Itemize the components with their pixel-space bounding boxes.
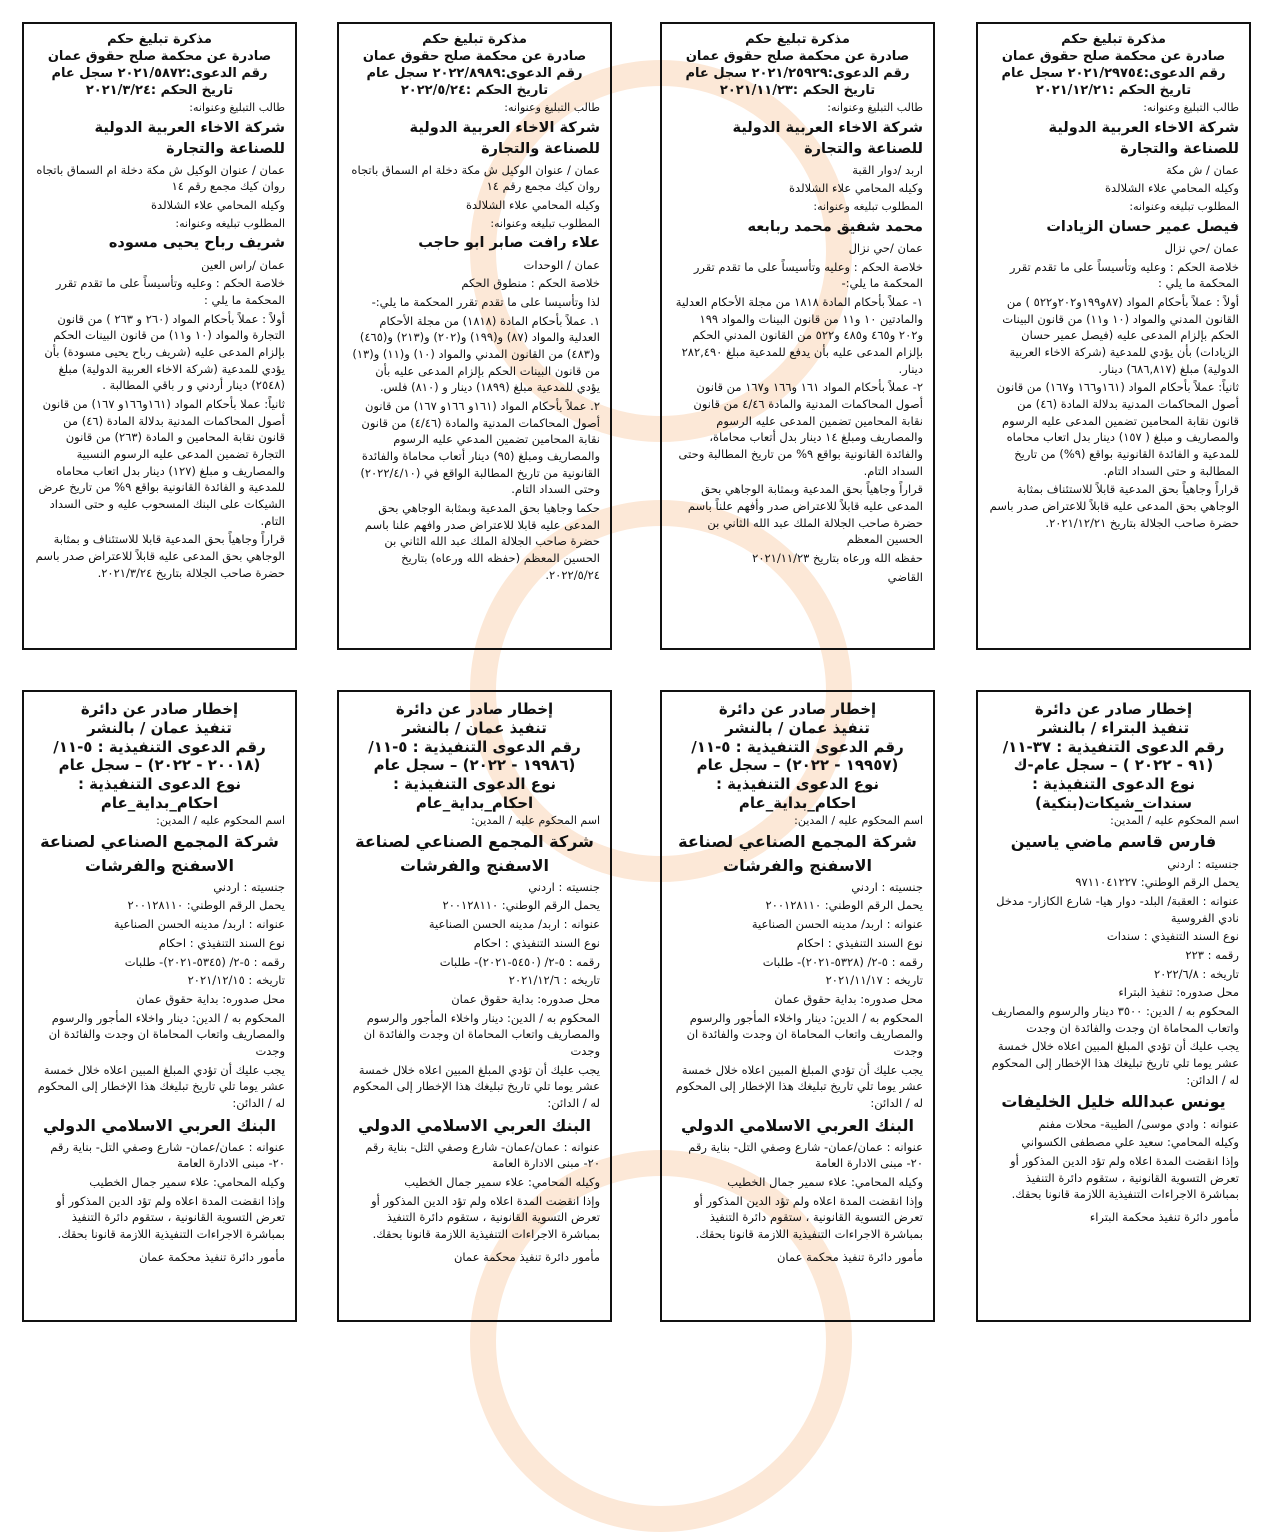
notice-line: وكيله المحامي: سعيد علي مصطفى الكسواني [1021, 1135, 1239, 1150]
header-line: صادرة عن محكمة صلح حقوق عمان [685, 48, 910, 64]
header-line: نوع الدعوى التنفيذية : [715, 775, 880, 793]
notified-name: علاء رافت صابر ابو حاجب [418, 235, 600, 252]
requester-address: عمان / ش مكة [1165, 162, 1239, 177]
execution-notice [22, 690, 297, 1322]
header-line: مذكرة تبليغ حكم [745, 32, 850, 47]
header-line: رقم الدعوى التنفيذية : ٥-١١/ (١٩٩٥٧ - ٢٠٢٢) – سجل عام [691, 737, 904, 775]
creditor-name: البنك العربي الاسلامي الدولي [357, 1115, 592, 1135]
debtor-label: اسم المحكوم عليه / المدين: [1110, 813, 1239, 827]
header-line: نوع الدعوى التنفيذية : [392, 775, 557, 793]
debtor-label: اسم المحكوم عليه / المدين: [794, 813, 923, 827]
lawyer: وكيله المحامي علاء الشلالدة [466, 197, 600, 212]
notice-header [349, 32, 600, 100]
header-line: رقم الدعوى التنفيذية : ٥-١١/ (٢٠٠١٨ - ٢٠٢٢) – سجل عام [53, 737, 266, 775]
requester-address: اربد /دوار القبة [852, 162, 923, 177]
judgment-paragraph: ٢. عملاً بأحكام المواد (١٦١و ١٦٦و ١٦٧) من قانون أصول المحاكمات المدنية والمادة (٤/٤٦) من قانون نقابة المحامين تضمين المدعي عليه الرسوم والمصاريف ومبلغ (٩٥) دينار أتعاب محاماة والفائدة القانونية من تاريخ المطالبة الواقع في (٢٠٢٢/٤/١٠) وحتى السداد التام. [360, 398, 600, 497]
header-line: رقم الدعوى:٢٠٢٢/٨٩٨٩ سجل عام [366, 65, 583, 81]
notice-header [988, 32, 1239, 100]
notice-line: رقمه : ٥-٢/ (٥٣٢٨-٢٠٢١)- طلبات [762, 954, 923, 969]
notice-line: محل صدوره: بداية حقوق عمان [451, 991, 600, 1006]
notice-header [672, 700, 923, 813]
judgment-paragraph: خلاصة الحكم : وعليه وتأسيساً على ما تقدم تقرر المحكمة ما يلي : [55, 276, 285, 307]
notice-line: رقمه : ٥-٢/ (٥٤٥٠-٢٠٢١)- طلبات [439, 954, 600, 969]
notified-address: عمان /حي نزال [848, 240, 923, 255]
judgment-paragraph: ١. عملاً بأحكام المادة (١٨١٨) من مجلة الأحكام العدلية والمواد (٨٧) و(١٩٩) و(٢٠٢) و(٢١٣) و(٤٦٥) و(٤٨٣) من القانون المدني والمواد (١٠) و(١١) و(١٣) من قانون البينات الحكم بإلزام المدعى عليه بأن يؤدي للمدعية مبلغ (١٨٩٩) دينار و (٨١٠) فلس. [352, 313, 600, 395]
notice-line: تاريخه : ٢٠٢١/١٢/٦ [508, 973, 600, 988]
notice-line: عنوانه : عمان/عمان- شارع وصفي التل- بناية رقم ٢٠- مبنى الادارة العامة [50, 1139, 285, 1171]
judgment-paragraph: ثانياً: عملاً بأحكام المواد (١٦١و١٦٦ و١٦٧) من قانون أصول المحاكمات المدنية بدلالة المادة (٤٦) من قانون نقابة المحامين تضمين المدعى عليه الرسوم والمصاريف و مبلغ ( ١٥٧) دينار بدل اتعاب محاماه للمدعية و الفائدة القانونية بواقع (٩%) من تاريخ المطالبة و حتى السداد التام. [996, 380, 1239, 478]
header-line: احكام_بداية_عام [738, 793, 857, 812]
requester-label: طالب التبليغ وعنوانه: [827, 100, 923, 114]
lawyer: وكيله المحامي علاء الشلالدة [789, 181, 923, 196]
notified-label: المطلوب تبليغه وعنوانه: [813, 199, 923, 213]
header-line: رقم الدعوى التنفيذية : ٣٧-١١/ (٩١ - ٢٠٢٢ ) – سجل عام-ك [1002, 737, 1225, 775]
execution-notice [976, 690, 1251, 1322]
lawyer: وكيله المحامي علاء الشلالدة [151, 197, 285, 212]
signature-line: القاضي [887, 569, 923, 584]
header-line: نوع الدعوى التنفيذية : [77, 775, 242, 793]
notice-line: وكيله المحامي: علاء سمير جمال الخطيب [727, 1175, 923, 1190]
header-line: تاريخ الحكم :٢٠٢١/٣/٢٤ [85, 82, 234, 98]
notice-line: نوع السند التنفيذي : احكام [473, 935, 600, 950]
notice-line: يحمل الرقم الوطني: ٩٧١١٠٤١٢٢٧ [1075, 875, 1239, 890]
notice-line: عنوانه : اربد/ مدينه الحسن الصناعية [428, 917, 600, 932]
notice-line: وإذا انقضت المدة اعلاه ولم تؤد الدين المذكور أو تعرض التسوية القانونية ، ستقوم دائرة التنفيذ بمباشرة الاجراءات التنفيذية اللازمة قانونا بحقك. [694, 1193, 923, 1242]
notified-label: المطلوب تبليغه وعنوانه: [490, 216, 600, 230]
lawyer: وكيله المحامي علاء الشلالدة [1105, 181, 1239, 196]
notice-line: نوع السند التنفيذي : سندات [1106, 929, 1239, 944]
notice-line: يجب عليك أن تؤدي المبلغ المبين اعلاه خلال خمسة عشر يوما تلي تاريخ تبليغك هذا الإخطار إلى المحكوم له / الدائن: [37, 1062, 285, 1110]
notice-header [34, 32, 285, 100]
notice-line: عنوانه : اربد/ مدينه الحسن الصناعية [751, 917, 923, 932]
debtor-name: شركة المجمع الصناعي لصناعة الاسفنج والفرشات [355, 832, 594, 875]
notice-line: وإذا انقضت المدة اعلاه ولم تؤد الدين المذكور أو تعرض التسوية القانونية ، ستقوم دائرة التنفيذ بمباشرة الاجراءات التنفيذية اللازمة قانونا بحقك. [56, 1193, 285, 1242]
header-line: نوع الدعوى التنفيذية : [1031, 775, 1196, 793]
notice-header [672, 32, 923, 100]
notice-line: محل صدوره: بداية حقوق عمان [136, 991, 285, 1006]
header-line: مذكرة تبليغ حكم [422, 32, 527, 47]
notice-line: عنوانه : عمان/عمان- شارع وصفي التل- بناية رقم ٢٠- مبنى الادارة العامة [365, 1139, 600, 1171]
header-line: إخطار صادر عن دائرة [1034, 700, 1193, 718]
notice-line: يجب عليك أن تؤدي المبلغ المبين اعلاه خلال خمسة عشر يوما تلي تاريخ تبليغك هذا الإخطار إلى المحكوم له / الدائن: [675, 1062, 923, 1110]
notified-name: فيصل عمير حسان الزيادات [1046, 218, 1239, 235]
header-line: إخطار صادر عن دائرة [395, 700, 554, 718]
judgment-paragraph: لذا وتأسيسا على ما تقدم تقرر المحكمة ما يلي:- [371, 294, 600, 309]
notified-address: عمان / الوحدات [523, 257, 600, 272]
notice-line: يجب عليك أن تؤدي المبلغ المبين اعلاه خلال خمسة عشر يوما تلي تاريخ تبليغك هذا الإخطار إلى المحكوم له / الدائن: [991, 1039, 1239, 1087]
notice-line: يجب عليك أن تؤدي المبلغ المبين اعلاه خلال خمسة عشر يوما تلي تاريخ تبليغك هذا الإخطار إلى المحكوم له / الدائن: [352, 1062, 600, 1110]
header-line: رقم الدعوى:٢٠٢١/٢٥٩٢٩ سجل عام [685, 65, 910, 81]
execution-notice [337, 690, 612, 1322]
requester-name: شركة الاخاء العربية الدولية للصناعة والتجارة [409, 119, 600, 157]
debtor-label: اسم المحكوم عليه / المدين: [471, 813, 600, 827]
notice-line: المحكوم به / الدين: دينار واخلاء المأجور والرسوم والمصاريف واتعاب المحاماة ان وجدت والفائدة ان وجدت [363, 1010, 600, 1058]
header-line: صادرة عن محكمة صلح حقوق عمان [47, 48, 272, 64]
judgment-notice [22, 22, 297, 650]
debtor-label: اسم المحكوم عليه / المدين: [156, 813, 285, 827]
debtor-name: فارس قاسم ماضي ياسين [1010, 832, 1217, 852]
judgment-paragraph: أولاً : عملاً بأحكام المواد (٢٦٠ و ٢٦٣ ) من قانون التجارة والمواد (١٠ و١١) من قانون البينات الحكم بإلزام المدعى عليه (شريف رباح يحيى مسودة) بأن يؤدي للمدعية (شركة الاخاء العربية الدولية) مبلغ (٢٥٤٨) دينار أردني و ر باقي المطالبة . [44, 311, 285, 393]
signature-line: حفظه الله ورعاه بتاريخ ٢٠٢١/١١/٢٣ [752, 550, 923, 565]
requester-label: طالب التبليغ وعنوانه: [189, 100, 285, 114]
creditor-name: البنك العربي الاسلامي الدولي [680, 1115, 915, 1135]
notice-line: جنسيته : اردني [528, 879, 600, 894]
notified-address: عمان /حي نزال [1164, 240, 1239, 255]
judgment-paragraph: حكما وجاهيا بحق المدعية وبمثابة الوجاهي بحق المدعى عليه قابلا للاعتراض صدر وافهم علنا باسم حضرة صاحب الجلالة الملك عبد الله الثاني بن الحسين المعظم (حفظه الله ورعاه) بتاريخ ٢٠٢٢/٥/٢٤. [364, 500, 600, 582]
requester-name: شركة الاخاء العربية الدولية للصناعة والتجارة [1048, 119, 1239, 157]
notified-name: محمد شفيق محمد ربابعه [747, 218, 923, 235]
notice-line: وإذا انقضت المدة اعلاه ولم تؤد الدين المذكور أو تعرض التسوية القانونية ، ستقوم دائرة التنفيذ بمباشرة الاجراءات التنفيذية اللازمة قانونا بحقك. [371, 1193, 600, 1242]
header-line: تنفيذ عمان / بالنشر [725, 718, 870, 737]
header-line: رقم الدعوى:٢٠٢١/٥٨٧٢ سجل عام [51, 65, 268, 81]
creditor-name: يونس عبدالله خليل الخليفات [1001, 1092, 1226, 1112]
notice-line: جنسيته : اردني [851, 879, 923, 894]
judgment-paragraph: قراراً وجاهياً بحق المدعية وبمثابة الوجاهي بحق المدعى عليه قابلاً للاعتراض صدر وأفهم علناً باسم حضرة صاحب الجلالة الملك عبد الله الثاني بن الحسين المعظم [687, 482, 923, 547]
header-line: تنفيذ البتراء / بالنشر [1037, 718, 1190, 737]
header-line: تاريخ الحكم :٢٠٢١/١١/٢٣ [719, 82, 876, 98]
notice-line: جنسيته : اردني [1167, 856, 1239, 871]
header-line: تنفيذ عمان / بالنشر [402, 718, 547, 737]
debtor-name: شركة المجمع الصناعي لصناعة الاسفنج والفرشات [678, 832, 917, 875]
notice-line: رقمه : ٢٢٣ [1185, 947, 1239, 962]
notice-line: محل صدوره: بداية حقوق عمان [774, 991, 923, 1006]
notice-header [34, 700, 285, 813]
notice-line: وكيله المحامي: علاء سمير جمال الخطيب [89, 1175, 285, 1190]
signature-line: مأمور دائرة تنفيذ محكمة عمان [776, 1249, 923, 1264]
notice-line: وإذا انقضت المدة اعلاه ولم تؤد الدين المذكور أو تعرض التسوية القانونية ، ستقوم دائرة التنفيذ بمباشرة الاجراءات التنفيذية اللازمة قانونا بحقك. [1010, 1153, 1239, 1202]
header-line: تنفيذ عمان / بالنشر [87, 718, 232, 737]
notice-line: تاريخه : ٢٠٢٢/٦/٨ [1153, 966, 1239, 981]
notified-label: المطلوب تبليغه وعنوانه: [175, 216, 285, 230]
requester-address: عمان / عنوان الوكيل ش مكة دخلة ام السماق باتجاه روان كيك مجمع رقم ١٤ [36, 162, 285, 194]
judgment-notice [337, 22, 612, 650]
notice-line: يحمل الرقم الوطني: ٢٠٠١٢٨١١٠ [765, 898, 923, 913]
requester-name: شركة الاخاء العربية الدولية للصناعة والتجارة [94, 119, 285, 157]
judgment-paragraph: خلاصة الحكم : وعليه وتأسيساً على ما تقدم تقرر المحكمة ما يلي : [1009, 259, 1239, 291]
header-line: مذكرة تبليغ حكم [1061, 32, 1166, 47]
judgment-paragraph: أولاً : عملاً بأحكام المواد (٨٧و١٩٩و٢٠٢و٥٢٢ ) من القانون المدني والمواد (١٠ و١١) من قانون البينات الحكم بإلزام المدعى عليه (فيصل عمير حسان الزيادات) بأن يؤدي للمدعية (شركة الاخاء العربية الدولية) مبلغ (٦٨٦,٨١٧) دينار. [1002, 294, 1239, 376]
notice-line: عنوانه : عمان/عمان- شارع وصفي التل- بناية رقم ٢٠- مبنى الادارة العامة [688, 1139, 923, 1171]
notice-line: تاريخه : ٢٠٢١/١١/١٧ [825, 973, 923, 988]
header-line: إخطار صادر عن دائرة [718, 700, 877, 718]
requester-address: عمان / عنوان الوكيل ش مكة دخلة ام السماق باتجاه روان كيك مجمع رقم ١٤ [351, 162, 600, 194]
notice-line: عنوانه : اربد/ مدينه الحسن الصناعية [113, 917, 285, 932]
execution-notice [660, 690, 935, 1322]
notified-name: شريف رباح يحيى مسوده [108, 235, 285, 252]
header-line: احكام_بداية_عام [100, 793, 219, 812]
debtor-name: شركة المجمع الصناعي لصناعة الاسفنج والفرشات [40, 832, 279, 875]
notice-line: عنوانه : وادي موسى/ الطيبة- محلات مفنم [1038, 1116, 1239, 1131]
notice-header [349, 700, 600, 813]
requester-label: طالب التبليغ وعنوانه: [1143, 100, 1239, 114]
judgment-paragraph: ثانياً: عملا بأحكام المواد (١٦١و١٦٦و ١٦٧) من قانون أصول المحاكمات المدنية بدلالة المادة (٤٦) من قانون نقابة المحامين و المادة (٢٦٣) من قانون التجارة تضمين المدعى عليه الرسوم النسبية والمصاريف و مبلغ (١٢٧) دينار بدل اتعاب محاماه للمدعية و الفائدة القانونية بواقع ٩% من تاريخ عرض الشيكات على البنك المسحوب عليه و حتى السداد التام. [38, 396, 285, 528]
notice-line: محل صدوره: تنفيذ البتراء [1118, 985, 1239, 1000]
requester-name: شركة الاخاء العربية الدولية للصناعة والتجارة [732, 119, 923, 157]
judgment-paragraph: قراراً وجاهياً بحق المدعية قابلاً للاستئناف بمثابة الوجاهي بحق المدعى عليه قابلاً للاعتراض صدر باسم حضرة صاحب الجلالة بتاريخ ٢٠٢١/١٢/٢١. [989, 482, 1239, 530]
header-line: سندات_شيكات(بنكية) [1035, 793, 1192, 812]
notice-line: المحكوم به / الدين: دينار واخلاء المأجور والرسوم والمصاريف واتعاب المحاماة ان وجدت والفائدة ان وجدت [686, 1010, 923, 1058]
notified-address: عمان /راس العين [201, 257, 285, 272]
notice-line: رقمه : ٥-٢/ (٥٣٤٥-٢٠٢١)- طلبات [124, 954, 285, 969]
header-line: إخطار صادر عن دائرة [80, 700, 239, 718]
header-line: تاريخ الحكم :٢٠٢١/١٢/٢١ [1035, 82, 1192, 98]
signature-line: مأمور دائرة تنفيذ محكمة عمان [138, 1249, 285, 1264]
notice-line: يحمل الرقم الوطني: ٢٠٠١٢٨١١٠ [127, 898, 285, 913]
header-line: رقم الدعوى:٢٠٢١/٢٩٧٥٤ سجل عام [1001, 65, 1226, 81]
notice-line: نوع السند التنفيذي : احكام [158, 935, 285, 950]
judgment-paragraph: خلاصة الحكم : منطوق الحكم [461, 276, 600, 291]
notice-header [988, 700, 1239, 813]
header-line: صادرة عن محكمة صلح حقوق عمان [1001, 48, 1226, 64]
judgment-notice [660, 22, 935, 650]
signature-line: مأمور دائرة تنفيذ محكمة عمان [453, 1249, 600, 1264]
header-line: رقم الدعوى التنفيذية : ٥-١١/ (١٩٩٨٦ - ٢٠٢٢) – سجل عام [368, 737, 581, 775]
creditor-name: البنك العربي الاسلامي الدولي [42, 1115, 277, 1135]
notice-line: المحكوم به / الدين: دينار واخلاء المأجور والرسوم والمصاريف واتعاب المحاماة ان وجدت والفائدة ان وجدت [48, 1010, 285, 1058]
notice-line: تاريخه : ٢٠٢١/١٢/١٥ [187, 973, 285, 988]
notice-line: نوع السند التنفيذي : احكام [796, 935, 923, 950]
judgment-notice [976, 22, 1251, 650]
notice-line: يحمل الرقم الوطني: ٢٠٠١٢٨١١٠ [442, 898, 600, 913]
notified-label: المطلوب تبليغه وعنوانه: [1129, 199, 1239, 213]
notice-line: وكيله المحامي: علاء سمير جمال الخطيب [404, 1175, 600, 1190]
judgment-paragraph: ١- عملاً بأحكام المادة ١٨١٨ من مجلة الأحكام العدلية والمادتين ١٠ و١١ من قانون البينات والمواد ١٩٩ و٢٠٢ و٤٦٥ و٤٨٥ و٥٢٢ من القانون المدني الحكم بإلزام المدعى عليه بأن يدفع للمدعية مبلغ ٢٨٢,٤٩٠ دينار. [675, 294, 923, 376]
header-line: صادرة عن محكمة صلح حقوق عمان [362, 48, 587, 64]
notice-line: جنسيته : اردني [213, 879, 285, 894]
requester-label: طالب التبليغ وعنوانه: [504, 100, 600, 114]
signature-line: مأمور دائرة تنفيذ محكمة البتراء [1089, 1209, 1239, 1224]
header-line: مذكرة تبليغ حكم [107, 32, 212, 47]
judgment-paragraph: ٢- عملاً بأحكام المواد ١٦١ و١٦٦ و١٦٧ من قانون أصول المحاكمات المدنية والمادة ٤/٤٦ من قانون نقابة المحامين تضمين المدعى عليه الرسوم والمصاريف ومبلغ ١٤ دينار بدل أتعاب محاماة، والفائدة القانونية بواقع ٩% من تاريخ المطالبة وحتى السداد التام. [678, 380, 923, 478]
header-line: احكام_بداية_عام [415, 793, 534, 812]
notice-line: عنوانه : العقبة/ البلد- دوار هيا- شارع الكازار- مدخل نادي الفروسية [996, 893, 1239, 925]
judgment-paragraph: قراراً وجاهياً بحق المدعية قابلا للاستئناف و بمثابة الوجاهي بحق المدعى عليه قابلاً للاعتراض صدر باسم حضرة صاحب الجلالة بتاريخ ٢٠٢١/٣/٢٤. [35, 532, 285, 580]
judgment-paragraph: خلاصة الحكم : وعليه وتأسيساً على ما تقدم تقرر المحكمة ما يلي:- [693, 259, 923, 291]
notice-line: المحكوم به / الدين: ٣٥٠٠ دينار والرسوم والمصاريف واتعاب المحاماة ان وجدت والفائدة ان وجدت [991, 1004, 1239, 1035]
header-line: تاريخ الحكم :٢٠٢٢/٥/٢٤ [400, 82, 549, 98]
